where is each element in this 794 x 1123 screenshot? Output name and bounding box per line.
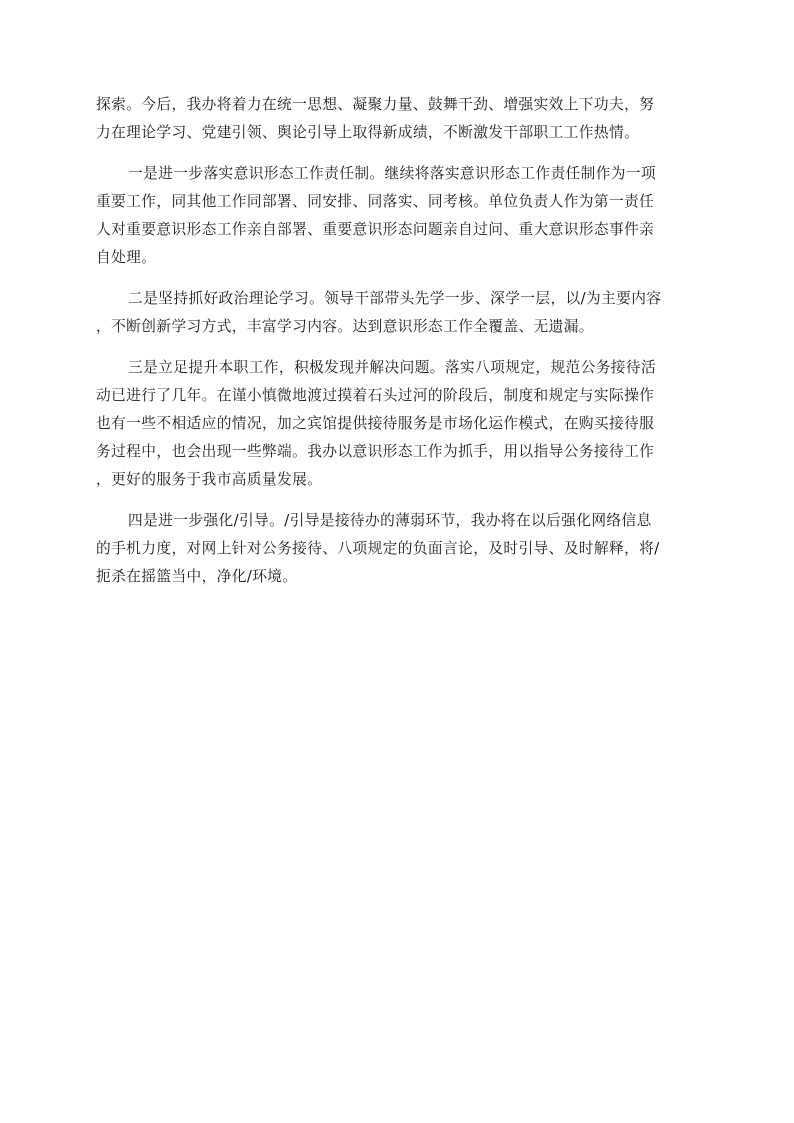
text-line: 务过程中，也会出现一些弊端。我办以意识形态工作为抓手，用以指导公务接待工作	[96, 443, 655, 460]
text-line: ，不断创新学习方式，丰富学习内容。达到意识形态工作全覆盖、无遗漏。	[96, 318, 594, 335]
text-line: 扼杀在摇篮当中，净化/环境。	[96, 568, 298, 585]
paragraph-item-3	[96, 354, 698, 494]
document-body	[96, 91, 698, 604]
text-line: 四是进一步强化/引导。/引导是接待办的薄弱环节，我办将在以后强化网络信息	[128, 512, 652, 529]
text-line: 一是进一步落实意识形态工作责任制。继续将落实意识形态工作责任制作为一项	[128, 165, 657, 182]
text-line: 的手机力度，对网上针对公务接待、八项规定的负面言论，及时引导、及时解释，将/	[96, 540, 660, 557]
text-line: 动已进行了几年。在谨小慎微地渡过摸着石头过河的阶段后，制度和规定与实际操作	[96, 387, 655, 404]
text-line: 力在理论学习、党建引领、舆论引导上取得新成绩，不断激发干部职工工作热情。	[96, 124, 640, 141]
text-line: 重要工作，同其他工作同部署、同安排、同落实、同考核。单位负责人作为第一责任	[96, 193, 655, 210]
text-line: 人对重要意识形态工作亲自部署、重要意识形态问题亲自过问、重大意识形态事件亲	[96, 221, 655, 238]
paragraph-item-4	[96, 507, 698, 591]
text-line: 探索。今后，我办将着力在统一思想、凝聚力量、鼓舞干劲、增强实效上下功夫，努	[96, 96, 655, 113]
text-line: 也有一些不相适应的情况，加之宾馆提供接待服务是市场化运作模式，在购买接待服	[96, 415, 655, 432]
text-line: ，更好的服务于我市高质量发展。	[96, 471, 323, 488]
text-line: 二是坚持抓好政治理论学习。领导干部带头先学一步、深学一层，以/为主要内容	[128, 290, 662, 307]
text-line: 自处理。	[96, 249, 157, 266]
paragraph-item-2	[96, 285, 698, 341]
paragraph-item-1	[96, 160, 698, 272]
paragraph-intro	[96, 91, 698, 147]
text-line: 三是立足提升本职工作，积极发现并解决问题。落实八项规定，规范公务接待活	[128, 359, 657, 376]
